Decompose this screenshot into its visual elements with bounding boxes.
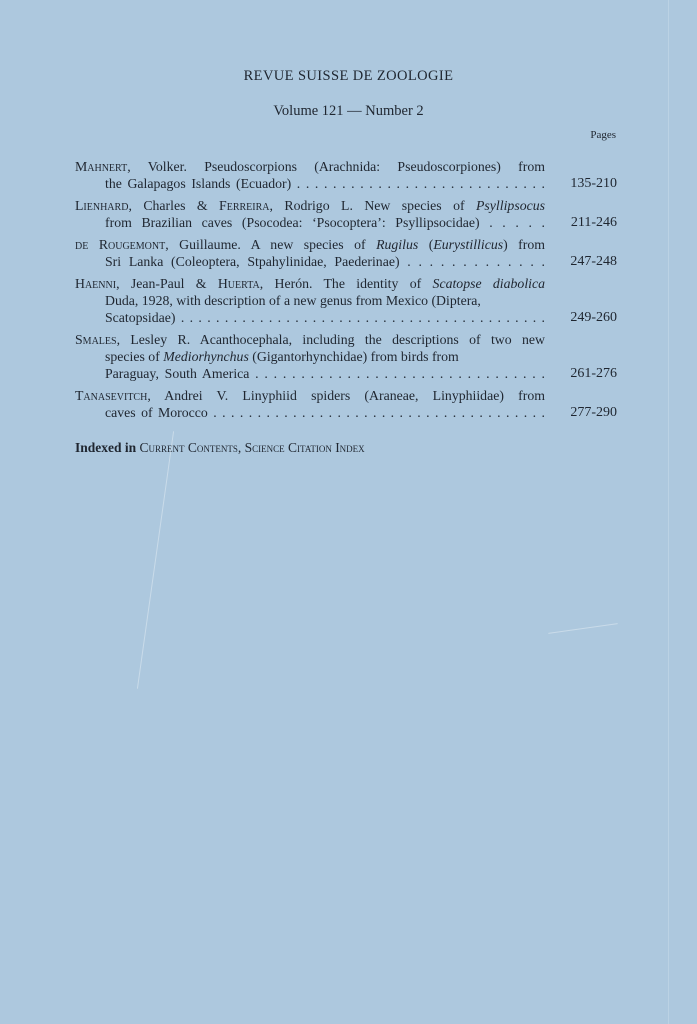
table-of-contents (75, 158, 617, 426)
toc-author: de Rougemont (75, 237, 166, 252)
toc-pages: 211-246 (570, 215, 617, 230)
toc-author: Lienhard (75, 198, 129, 213)
toc-pages: 277-290 (570, 405, 617, 420)
toc-title-line: from Brazilian caves (Psocodea: ‘Psocoptera’: Psyllipsocidae) . . . . . (105, 215, 545, 230)
toc-title-line: the Galapagos Islands (Ecuador) . . . . . . . . . . . . . . . . . . . . . . . . . . . . (105, 176, 545, 191)
toc-title-line: caves of Morocco . . . . . . . . . . . . . . . . . . . . . . . . . . . . . . . . . . . . . . (105, 405, 545, 420)
toc-author: Mahnert (75, 159, 128, 174)
toc-pages: 247-248 (570, 254, 617, 269)
paper-scratch (668, 0, 669, 1024)
toc-title-line: Duda, 1928, with description of a new genus from Mexico (Diptera, (105, 293, 481, 308)
toc-author: Tanasevitch (75, 388, 148, 403)
paper-scratch (137, 431, 174, 689)
indexing-note: Indexed in Current Contents, Science Citation Index (75, 440, 365, 455)
toc-entry: de Rougemont, Guillaume. A new species of Rugilus (Eurystillicus) from Sri Lanka (Coleoptera, Stpahylinidae, Paederinae) . . . . . . . . . . . . . 247-248 (75, 237, 617, 269)
toc-pages: 261-276 (570, 366, 617, 381)
volume-line: Volume 121 — Number 2 (273, 103, 424, 119)
toc-pages: 135-210 (570, 176, 617, 191)
toc-entry: Mahnert, Volker. Pseudoscorpions (Arachnida: Pseudoscorpiones) from the Galapagos Islands (Ecuador) . . . . . . . . . . . . . . . . . . . . . . . . . . . . 135-210 (75, 159, 617, 191)
toc-entry: Lienhard, Charles & Ferreira, Rodrigo L. New species of Psyllipsocus from Brazilian caves (Psocodea: ‘Psocoptera’: Psyllipsocidae) . . . . . 211-246 (75, 198, 617, 230)
toc-author: Haenni (75, 276, 117, 291)
toc-title-line: Scatopsidae) . . . . . . . . . . . . . . . . . . . . . . . . . . . . . . . . . . . . . . . . . . (105, 310, 545, 325)
toc-title-line: Sri Lanka (Coleoptera, Stpahylinidae, Paederinae) . . . . . . . . . . . . . (105, 254, 545, 269)
pages-column-label: Pages (590, 129, 616, 141)
journal-title: REVUE SUISSE DE ZOOLOGIE (243, 68, 454, 84)
toc-author: Smales (75, 332, 117, 347)
toc-author: Ferreira (219, 198, 270, 213)
toc-entry: Haenni, Jean-Paul & Huerta, Herón. The identity of Scatopse diabolica Duda, 1928, with description of a new genus from Mexico (Diptera, Scatopsidae) . . . . . . . . . . . . . . . . . . . . . . . . . . . . . . . . . . . . . . . . . . 249-260 (75, 276, 617, 325)
toc-author: Huerta (217, 276, 260, 291)
paper-scratch (548, 623, 617, 634)
toc-entry: Tanasevitch, Andrei V. Linyphiid spiders (Araneae, Linyphiidae) from caves of Morocco . . . . . . . . . . . . . . . . . . . . . . . . . . . . . . . . . . . . . . 277-290 (75, 388, 617, 420)
toc-entry: Smales, Lesley R. Acanthocephala, including the descriptions of two new species of Mediorhynchus (Gigantorhynchidae) from birds from Paraguay, South America . . . . . . . . . . . . . . . . . . . . . . . . . . . . . . . . 261-276 (75, 332, 617, 381)
toc-title-line: Paraguay, South America . . . . . . . . . . . . . . . . . . . . . . . . . . . . . . . . (105, 366, 545, 381)
toc-pages: 249-260 (570, 310, 617, 325)
